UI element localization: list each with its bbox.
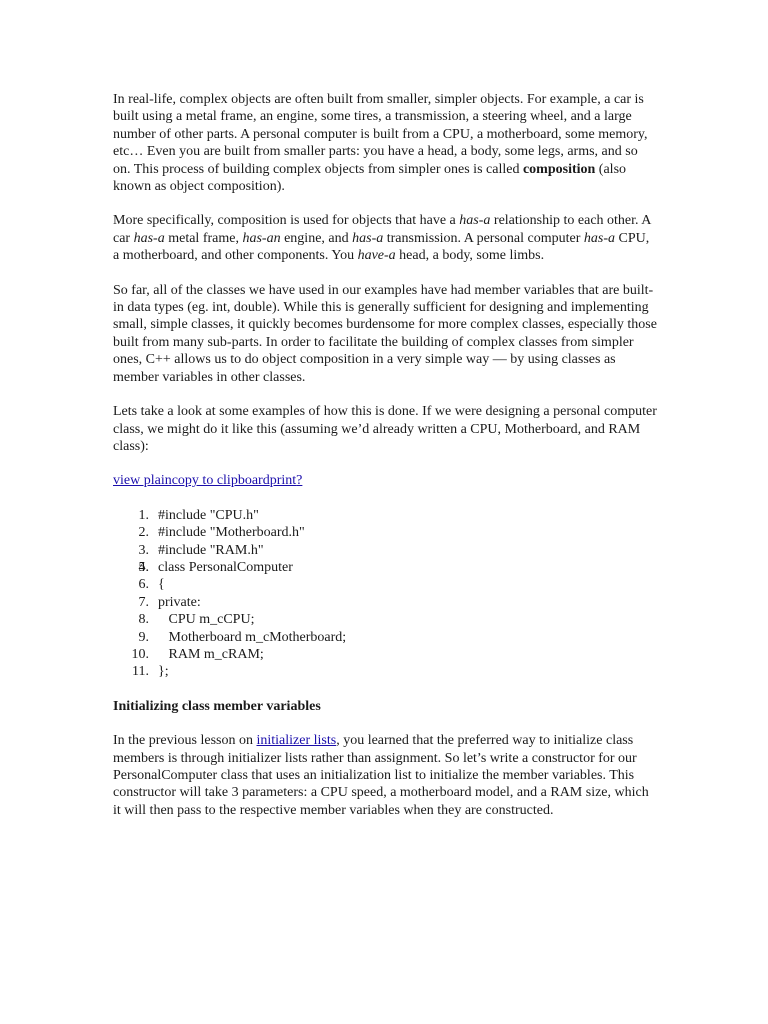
code-line: RAM m_cRAM; [158,646,264,662]
code-line: Motherboard m_cMotherboard; [158,629,347,645]
text-run: In real-life, complex objects are often built from smaller, simpler objects. For example, a car is built using a metal frame, an engine, some tires, a transmission, a steering wheel, and a large number of other parts. A personal computer is built from a CPU, a motherboard, some memory, etc… Even you are built from smaller parts: you have a head, a body, some legs, arms, and so on. This process of building complex objects from simpler ones is called [113,92,648,177]
emphasis: has-a [352,230,384,246]
code-line: }; [158,664,169,680]
emphasis: has-a [133,230,165,246]
text-run: engine, and [280,230,353,246]
code-line: #include "RAM.h" [158,542,264,558]
emphasis: has-a [459,213,491,229]
text-run: , you learned that the preferred way to initialize class members is through initializer lists rather than assignment. So let’s write a constructor for our PersonalComputer class that uses an initialization list to initialize the member variables. This constructor will take 3 parameters: a CPU speed, a motherboard model, and a RAM size, which it will then pass to the respective member variables when they are constructed. [113,733,649,818]
text-run: relationship to each other. A car [113,213,651,246]
text-run: head, a body, some limbs. [395,248,545,264]
text-run: CPU, a motherboard, and other components. You [113,230,650,264]
code-line: class PersonalComputer [158,559,293,575]
examples-paragraph: Lets take a look at some examples of how this is done. If we were designing a personal computer class, we might do it like this (assuming we’d already written a CPU, Motherboard, and RAM class): [113,404,657,454]
emphasis: has-an [242,230,281,246]
code-line: #include "CPU.h" [158,507,259,523]
emphasis: have-a [357,248,396,264]
code-line: { [158,577,165,593]
code-line: private: [158,594,201,610]
section-heading: Initializing class member variables [113,698,321,714]
emphasis: has-a [583,230,616,246]
initializer-paragraph [113,732,658,819]
view-plain-link[interactable]: view plain [113,473,172,489]
initializer-lists-link[interactable]: initializer lists [256,733,337,749]
text-run: In the previous lesson on [113,733,257,749]
print-link[interactable]: print [269,473,297,489]
text-run: (also known as object composition). [113,161,627,195]
help-link[interactable]: ? [296,473,303,489]
article-body [113,91,658,819]
has-a-paragraph [113,212,658,264]
code-line: #include "Motherboard.h" [158,525,305,541]
copy-to-clipboard-link[interactable]: copy to clipboard [171,473,270,489]
code-line: CPU m_cCPU; [158,612,255,628]
intro-paragraph [113,91,658,195]
code-toolbar [113,472,658,489]
member-variables-paragraph: So far, all of the classes we have used in our examples have had member variables that are built-in data types (eg. int, double). While this is generally sufficient for designing and implementing small, simple classes, it quickly becomes burdensome for more complex classes, especially those built from many sub-parts. In order to facilitate the building of complex classes from simpler ones, C++ allows us to do object composition in a very simple way — by using classes as member variables in other classes. [113,282,657,385]
text-run: metal frame, [164,230,243,246]
text-run: More specifically, composition is used for objects that have a [113,213,460,229]
text-run: transmission. A personal computer [383,230,584,246]
term-composition: composition [522,161,596,177]
code-listing [113,507,658,681]
